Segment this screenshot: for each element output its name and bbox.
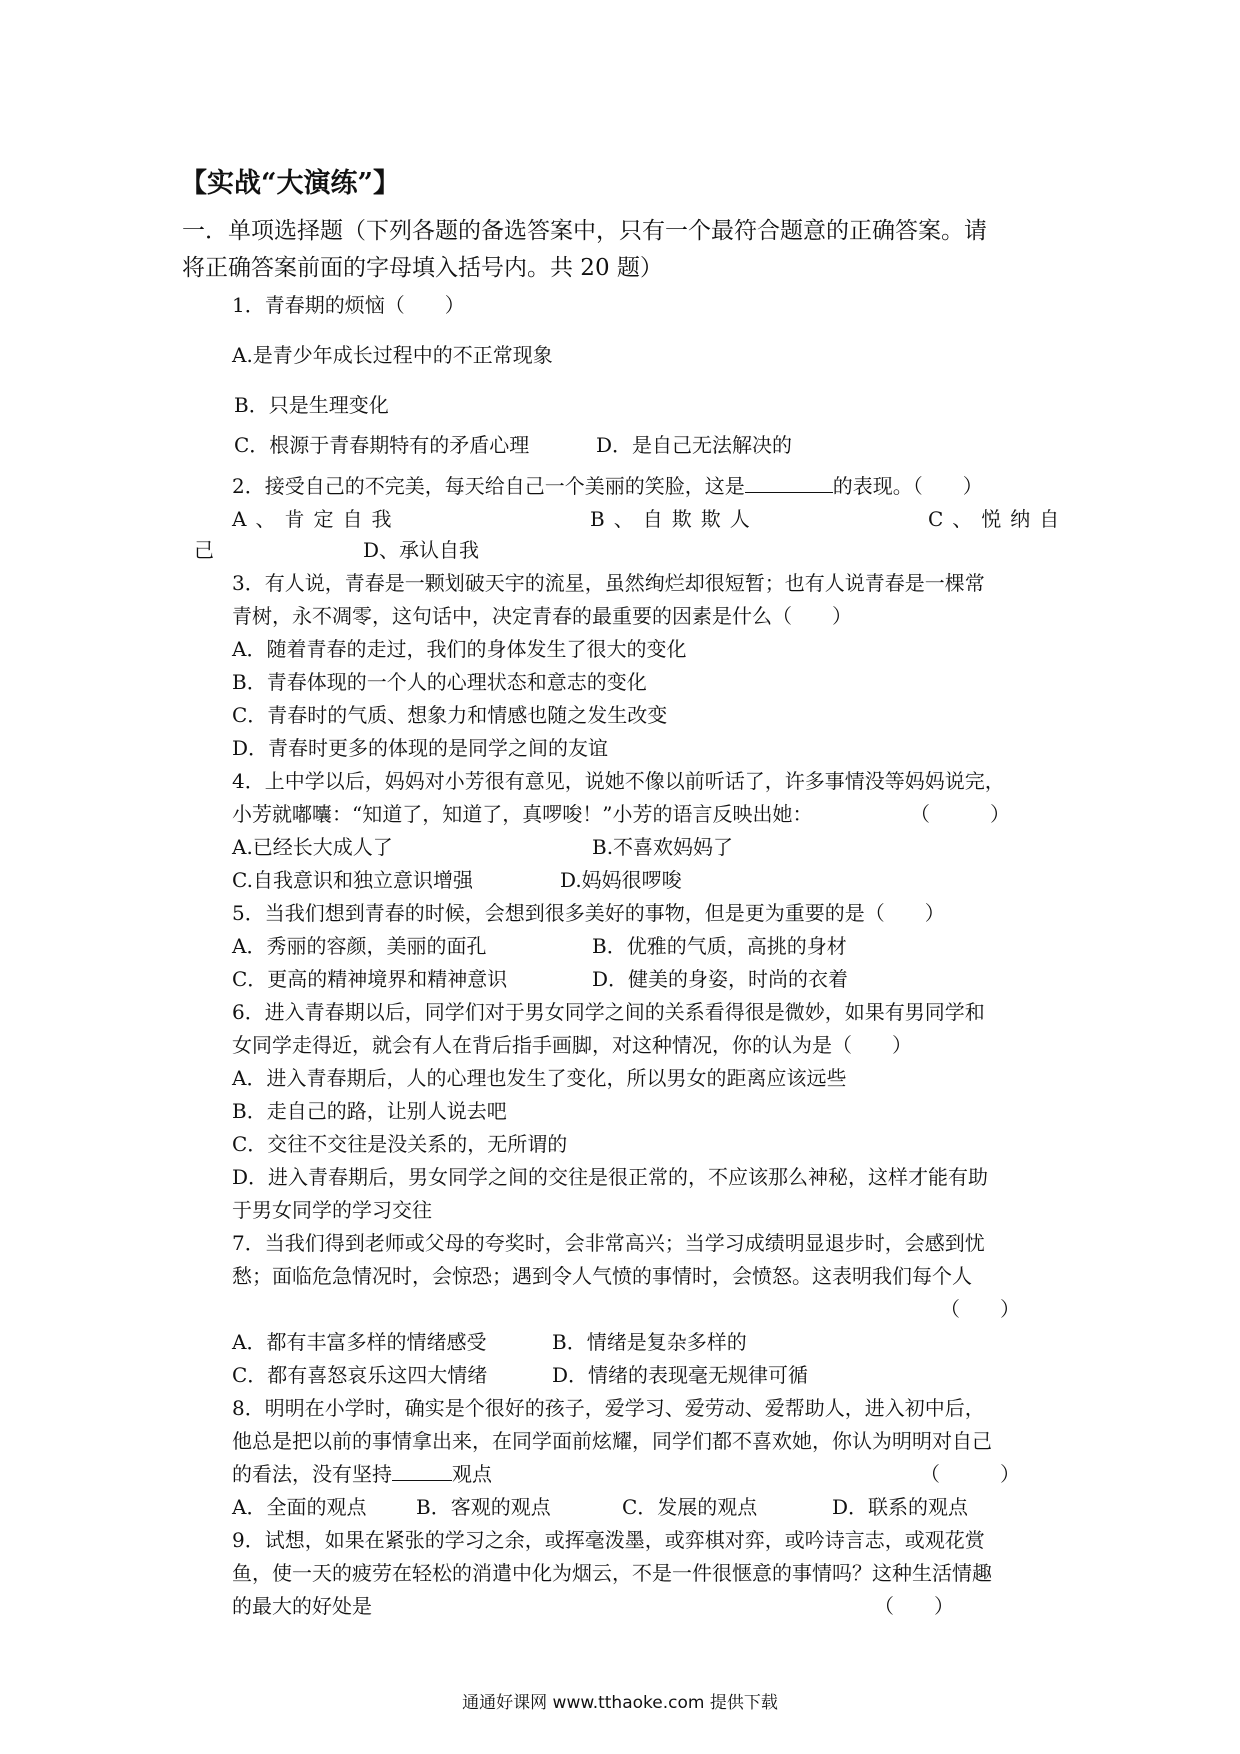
question-8-stem-line-3 — [232, 1461, 492, 1487]
section-heading-line-2: 将正确答案前面的字母填入括号内。共 20 题） — [182, 255, 663, 281]
question-3-option-b: B．青春体现的一个人的心理状态和意志的变化 — [232, 670, 647, 694]
question-3-stem-line-2: 青树，永不凋零，这句话中，决定青春的最重要的因素是什么（ ） — [232, 604, 852, 628]
question-7-option-c: C．都有喜怒哀乐这四大情绪 — [232, 1363, 488, 1387]
question-5-stem: 5．当我们想到青春的时候，会想到很多美好的事物，但是更为重要的是（ ） — [232, 901, 945, 925]
question-7-option-d: D．情绪的表现毫无规律可循 — [552, 1363, 809, 1387]
page-title: 【实战“大演练”】 — [180, 168, 401, 199]
question-2-stem-start: 2．接受自己的不完美，每天给自己一个美丽的笑脸，这是 — [232, 474, 745, 498]
question-8-stem-line-1: 8．明明在小学时，确实是个很好的孩子，爱学习、爱劳动、爱帮助人，进入初中后， — [232, 1396, 985, 1420]
question-4-option-c: C.自我意识和独立意识增强 — [232, 868, 473, 892]
question-3-option-d: D．青春时更多的体现的是同学之间的友谊 — [232, 736, 609, 760]
question-9-stem-line-3: 的最大的好处是 — [232, 1594, 372, 1618]
question-4-option-d: D.妈妈很啰唆 — [560, 868, 682, 892]
question-8-option-b: B．客观的观点 — [416, 1495, 551, 1519]
question-8-stem-line-3-end: 观点 — [452, 1462, 492, 1486]
question-9-stem-line-1: 9．试想，如果在紧张的学习之余，或挥毫泼墨，或弈棋对弈，或吟诗言志，或观花赏 — [232, 1528, 985, 1552]
question-8-option-a: A．全面的观点 — [232, 1495, 367, 1519]
question-7-answer-parentheses: （ ） — [940, 1297, 1020, 1321]
question-2-option-d: D、承认自我 — [363, 538, 480, 562]
question-4-option-a: A.已经长大成人了 — [232, 835, 393, 859]
question-6-option-a: A．进入青春期后，人的心理也发生了变化，所以男女的距离应该远些 — [232, 1066, 847, 1090]
question-4-stem-line-1: 4．上中学以后，妈妈对小芳很有意见，说她不像以前听话了，许多事情没等妈妈说完， — [232, 769, 1005, 793]
question-3-option-c: C．青春时的气质、想象力和情感也随之发生改变 — [232, 703, 668, 727]
section-heading-line-1: 一．单项选择题（下列各题的备选答案中，只有一个最符合题意的正确答案。请 — [182, 218, 987, 244]
question-1-stem: 1．青春期的烦恼（ ） — [232, 293, 465, 317]
question-9-answer-parentheses: （ ） — [874, 1594, 954, 1618]
question-7-stem-line-1: 7．当我们得到老师或父母的夸奖时，会非常高兴；当学习成绩明显退步时，会感到忧 — [232, 1231, 985, 1255]
question-2-stem — [232, 473, 983, 499]
question-3-option-a: A．随着青春的走过，我们的身体发生了很大的变化 — [232, 637, 687, 661]
question-1-option-a: A.是青少年成长过程中的不正常现象 — [232, 343, 553, 367]
question-2-stem-end: 的表现。（ ） — [832, 474, 983, 498]
question-7-option-b: B．情绪是复杂多样的 — [552, 1330, 747, 1354]
question-8-answer-parentheses: （ ） — [920, 1462, 1020, 1486]
question-7-option-a: A．都有丰富多样的情绪感受 — [232, 1330, 487, 1354]
question-4-option-b: B.不喜欢妈妈了 — [592, 835, 734, 859]
question-2-option-b: B、自欺欺人 — [590, 507, 759, 531]
question-6-option-d-line-2: 于男女同学的学习交往 — [232, 1198, 432, 1222]
question-5-option-c: C．更高的精神境界和精神意识 — [232, 967, 508, 991]
question-6-option-d-line-1: D．进入青春期后，男女同学之间的交往是很正常的，不应该那么神秘，这样才能有助 — [232, 1165, 989, 1189]
question-8-stem-line-2: 他总是把以前的事情拿出来，在同学面前炫耀，同学们都不喜欢她，你认为明明对自己 — [232, 1429, 992, 1453]
question-5-option-a: A．秀丽的容颜，美丽的面孔 — [232, 934, 487, 958]
question-6-stem-line-1: 6．进入青春期以后，同学们对于男女同学之间的关系看得很是微妙，如果有男同学和 — [232, 1000, 985, 1024]
question-4-answer-parentheses: （ ） — [910, 802, 1010, 826]
question-7-stem-line-2: 愁；面临危急情况时，会惊恐；遇到令人气愤的事情时，会愤怒。这表明我们每个人 — [232, 1264, 972, 1288]
question-4-stem-line-2: 小芳就嘟囔：“知道了，知道了，真啰唆！”小芳的语言反映出她： — [232, 802, 813, 826]
question-3-stem-line-1: 3．有人说，青春是一颗划破天宇的流星，虽然绚烂却很短暂；也有人说青春是一棵常 — [232, 571, 985, 595]
question-2-option-a: A、肯定自我 — [232, 507, 401, 531]
question-8-stem-line-3-start: 的看法，没有坚持 — [232, 1462, 392, 1486]
question-8-option-c: C．发展的观点 — [622, 1495, 758, 1519]
question-1-option-c: C．根源于青春期特有的矛盾心理 — [234, 433, 530, 457]
answer-blank — [392, 1462, 452, 1481]
question-5-option-d: D．健美的身姿，时尚的衣着 — [592, 967, 849, 991]
question-2-option-c-continued: 己 — [194, 538, 214, 562]
answer-blank — [745, 474, 833, 493]
question-2-option-c: C、悦纳自 — [928, 507, 1069, 531]
question-9-stem-line-2: 鱼，使一天的疲劳在轻松的消遣中化为烟云，不是一件很惬意的事情吗？这种生活情趣 — [232, 1561, 992, 1585]
question-6-option-b: B．走自己的路，让别人说去吧 — [232, 1099, 507, 1123]
question-5-option-b: B．优雅的气质，高挑的身材 — [592, 934, 847, 958]
question-1-option-d: D．是自己无法解决的 — [596, 433, 793, 457]
question-8-option-d: D．联系的观点 — [832, 1495, 969, 1519]
page-footer: 通通好课网 www.tthaoke.com 提供下载 — [462, 1693, 778, 1713]
question-6-option-c: C．交往不交往是没关系的，无所谓的 — [232, 1132, 568, 1156]
question-6-stem-line-2: 女同学走得近，就会有人在背后指手画脚，对这种情况，你的认为是（ ） — [232, 1033, 912, 1057]
question-1-option-b: B．只是生理变化 — [234, 393, 389, 417]
